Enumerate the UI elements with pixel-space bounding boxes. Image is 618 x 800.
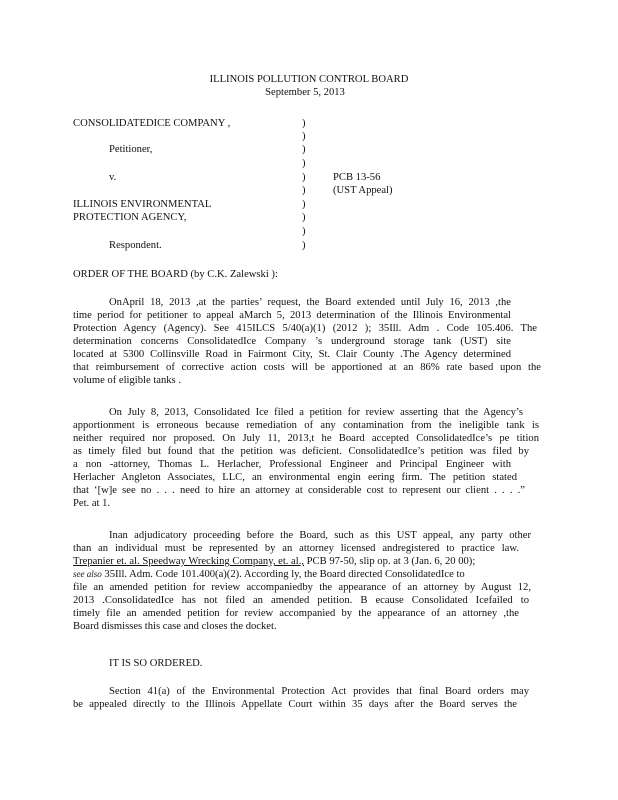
order-heading: ORDER OF THE BOARD (by C.K. Zalewski ):	[73, 269, 278, 280]
caption-paren: )	[302, 172, 306, 183]
versus-label: v.	[109, 172, 117, 183]
respondent-role: Respondent.	[109, 240, 162, 251]
paragraph-line: that reimbursement of corrective action costs will be apportioned at an 86% rate based upon the	[73, 362, 541, 373]
paragraph-line: located at 5300 Collinsville Road in Fairmont City, St. Clair County .The Agency determined	[73, 349, 511, 360]
agency-title: ILLINOIS POLLUTION CONTROL BOARD	[209, 74, 409, 85]
paragraph-line	[73, 555, 612, 568]
caption-paren: )	[302, 212, 306, 223]
citation-details: PCB 97-50, slip op. at 3 (Jan. 6, 20 00);	[304, 556, 476, 567]
case-type: (UST Appeal)	[333, 185, 393, 196]
paragraph-line: a non -attorney, Thomas L. Herlacher, Professional Engineer and Principal Engineer with	[73, 459, 511, 470]
paragraph-line: On July 8, 2013, Consolidated Ice filed a petition for review asserting that the Agency’s	[109, 407, 523, 418]
caption-paren: )	[302, 131, 306, 142]
paragraph-line: than an individual must be represented by an attorney licensed andregistered to practice law.	[73, 543, 519, 554]
paragraph-line: Pet. at 1.	[73, 498, 111, 509]
paragraph-line: Board dismisses this case and closes the docket.	[73, 621, 277, 632]
caption-paren: )	[302, 199, 306, 210]
case-citation: Trepanier et. al. Speedway Wrecking Company, et. al.,	[73, 556, 305, 567]
paragraph-line: be appealed directly to the Illinois Appellate Court within 35 days after the Board serves the	[73, 699, 517, 710]
paragraph-line: Herlacher Angleton Associates, LLC, an environmental engin eering firm. The petition stated	[73, 472, 517, 483]
paragraph-line: file an amended petition for review accompaniedby the appearance of an attorney by August 12,	[73, 582, 531, 593]
paragraph-line: apportionment is erroneous because remediation of any contamination from the ineligible tank is	[73, 420, 539, 431]
caption-paren: )	[302, 144, 306, 155]
paragraph-line: timely file an amended petition for review accompanied by the appearance of an attorney ,the	[73, 608, 519, 619]
paragraph-line: determination concerns ConsolidatedIce Company ’s underground storage tank (UST) site	[73, 336, 511, 347]
caption-paren: )	[302, 118, 306, 129]
paragraph-line: that ‘[w]e see no . . . need to hire an attorney at considerable cost to represent our client . . . .”	[73, 485, 525, 496]
respondent-name-line2: PROTECTION AGENCY,	[73, 212, 187, 223]
caption-paren: )	[302, 185, 306, 196]
paragraph-line: Inan adjudicatory proceeding before the Board, such as this UST appeal, any party other	[109, 530, 531, 541]
petitioner-role: Petitioner,	[109, 144, 153, 155]
paragraph-line: time period for petitioner to appeal aMarch 5, 2013 determination of the Illinois Environmental	[73, 310, 511, 321]
case-number: PCB 13-56	[333, 172, 381, 183]
paragraph-line: neither required nor proposed. On July 11, 2013,t he Board accepted ConsolidatedIce’s pe tition	[73, 433, 539, 444]
paragraph-line: OnApril 18, 2013 ,at the parties’ request, the Board extended until July 16, 2013 ,the	[109, 297, 511, 308]
caption-paren: )	[302, 158, 306, 169]
paragraph-line: Protection Agency (Agency). See 415ILCS 5/40(a)(1) (2012 ); 35Ill. Adm . Code 105.406. The	[73, 323, 537, 334]
regulation-citation: 35Ill. Adm. Code 101.400(a)(2). According ly, the Board directed ConsolidatedIce to	[101, 569, 465, 580]
caption-paren: )	[302, 240, 306, 251]
paragraph-line: Section 41(a) of the Environmental Protection Act provides that final Board orders may	[109, 686, 529, 697]
see-also-signal: see also	[73, 569, 102, 579]
order-date: September 5, 2013	[265, 87, 345, 98]
paragraph-line: volume of eligible tanks .	[73, 375, 181, 386]
paragraph-line	[73, 568, 612, 581]
paragraph-line: as timely filed but found that the petition was deficient. ConsolidatedIce’s petition was filed by	[73, 446, 529, 457]
paragraph-line: 2013 .ConsolidatedIce has not filed an amended petition. B ecause Consolidated Icefailed to	[73, 595, 529, 606]
respondent-name-line1: ILLINOIS ENVIRONMENTAL	[73, 199, 212, 210]
caption-paren: )	[302, 226, 306, 237]
petitioner-name: CONSOLIDATEDICE COMPANY ,	[73, 118, 231, 129]
so-ordered: IT IS SO ORDERED.	[109, 658, 203, 669]
